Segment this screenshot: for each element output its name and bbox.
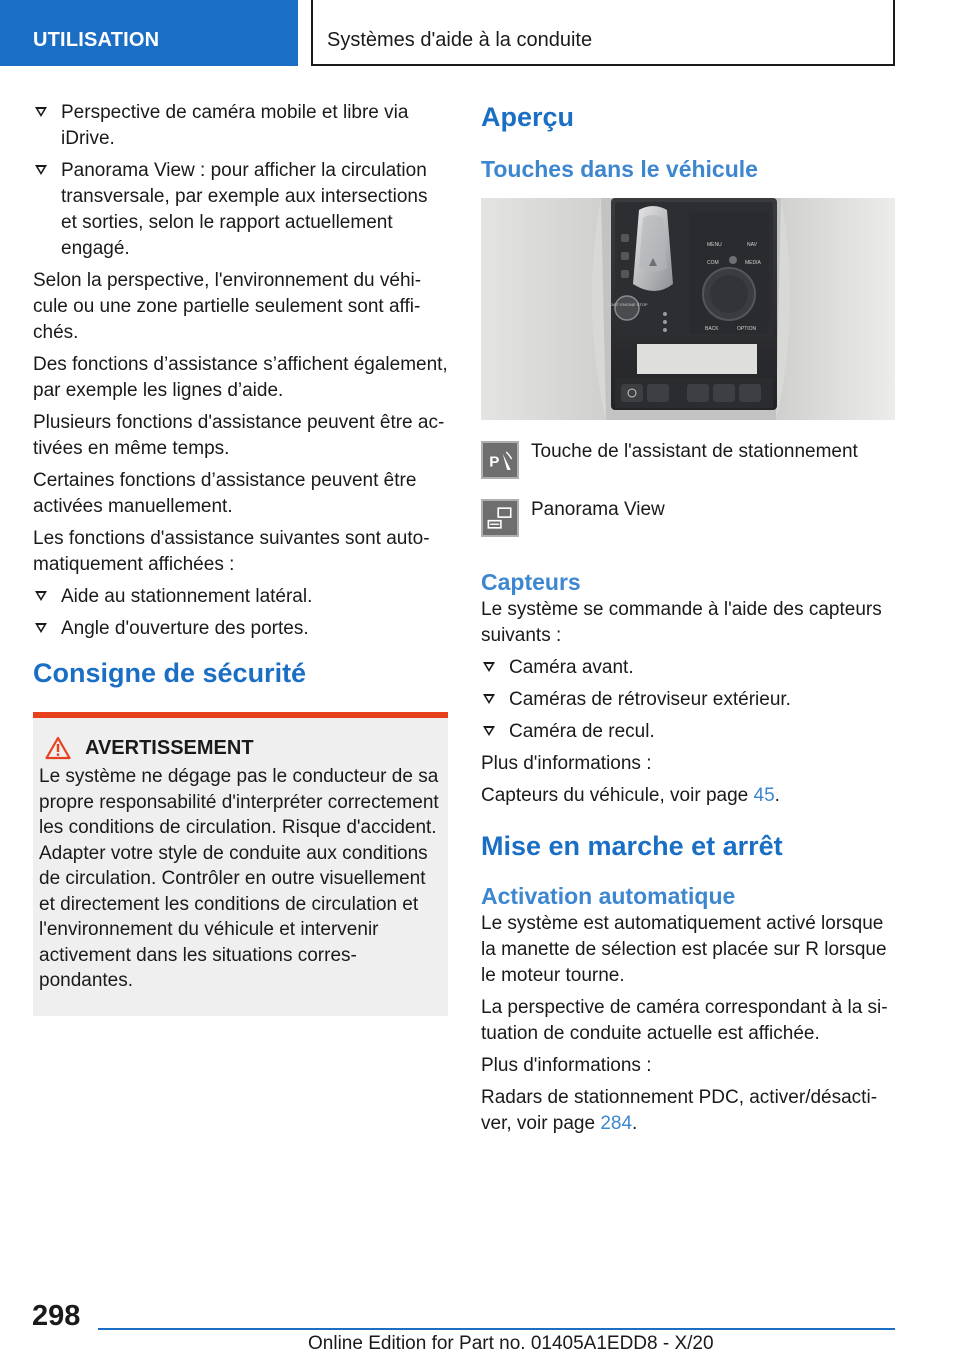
list-item: Aide au stationnement latéral.: [33, 584, 448, 610]
safety-heading: Consigne de sécurité: [33, 658, 307, 688]
panorama-view-icon: [481, 499, 519, 537]
header-section-title: UTILISATION: [33, 29, 160, 51]
buttons-heading: Touches dans le véhicule: [481, 156, 758, 182]
bullet-triangle-icon: [483, 694, 495, 704]
list-item: Caméras de rétroviseur extérieur.: [481, 687, 895, 713]
footer-rule: [98, 1328, 895, 1330]
bullet-list-auto-functions: [33, 584, 448, 642]
page-number: 298: [32, 1300, 81, 1332]
paragraph: Les fonctions d'assistance suivantes sont automatiquement affichées :: [33, 528, 430, 575]
auto-activation-heading: Activation automatique: [481, 883, 736, 909]
list-item: Caméra avant.: [481, 655, 895, 681]
list-item: Perspective de caméra mobile et libre via iDrive.: [33, 100, 448, 152]
paragraph: Des fonctions d’assistance s’affichent également, par exemple les lignes d’aide.: [33, 354, 448, 401]
sensors-heading: Capteurs: [481, 569, 581, 595]
start-stop-label: START ENGINE STOP: [606, 302, 648, 307]
warning-box: [33, 712, 448, 1016]
svg-text:P: P: [489, 453, 500, 471]
paragraph: Plus d'informations :: [481, 1055, 652, 1076]
center-console-photo: [481, 198, 895, 420]
warning-header: [39, 736, 440, 760]
bullet-list-sensors: [481, 655, 895, 745]
list-item: Panorama View : pour afficher la circulation transversale, par exemple aux intersections et sorties, selon le rapport actuellement engagé.: [33, 158, 448, 262]
bullet-triangle-icon: [35, 623, 47, 633]
media-label: MEDIA: [745, 260, 761, 266]
onoff-heading: Mise en marche et arrêt: [481, 831, 783, 861]
paragraph: Le système est automatiquement activé lorsque la manette de sélection est placée sur R lorsque le moteur tourne.: [481, 913, 887, 986]
list-item: Caméra de recul.: [481, 719, 895, 745]
warning-triangle-icon: [45, 736, 71, 760]
left-column: [33, 100, 448, 1016]
bullet-triangle-icon: [35, 165, 47, 175]
paragraph: Le système se commande à l'aide des capteurs suivants :: [481, 599, 882, 646]
back-label: BACK: [705, 326, 719, 332]
right-column: [481, 100, 895, 1143]
warning-text: Le système ne dégage pas le conducteur de sa propre responsabilité d'interpréter correctement les conditions de circulation. Risque d'accident. Adapter votre style de conduite aux conditions de circulation. Contrôler en outre visuellement et directement les conditions de circulation et l'environnement du véhicule et intervenir activement dans les situations correspondantes.: [39, 766, 439, 991]
header-chapter-box: [311, 0, 895, 66]
bullet-triangle-icon: [35, 591, 47, 601]
footer-edition: Online Edition for Part no. 01405A1EDD8 - X/20: [308, 1333, 714, 1354]
page-link-284[interactable]: 284: [600, 1113, 633, 1134]
option-label: OPTION: [737, 326, 757, 332]
paragraph: Certaines fonctions d’assistance peuvent être activées manuellement.: [33, 470, 417, 517]
menu-label: MENU: [707, 242, 722, 248]
parking-assist-icon: [481, 441, 519, 479]
bullet-list-perspectives: [33, 100, 448, 262]
paragraph: Plusieurs fonctions d'assistance peuvent être activées en même temps.: [33, 412, 445, 459]
warning-title: AVERTISSEMENT: [85, 736, 254, 759]
header-section-tab: [0, 0, 298, 66]
paragraph: Selon la perspective, l'environnement du véhicule ou une zone partielle seulement sont affichés.: [33, 270, 422, 343]
paragraph: Plus d'informations :: [481, 753, 652, 774]
overview-heading: Aperçu: [481, 102, 575, 132]
bullet-triangle-icon: [483, 726, 495, 736]
com-label: COM: [707, 260, 719, 266]
paragraph: La perspective de caméra correspondant à la situation de conduite actuelle est affichée.: [481, 997, 888, 1044]
nav-label: NAV: [747, 242, 757, 248]
list-item: Angle d'ouverture des portes.: [33, 616, 448, 642]
key-row-panorama-view: [481, 499, 895, 537]
bullet-triangle-icon: [35, 107, 47, 117]
cross-reference: Radars de stationnement PDC, activer/désactiver, voir page 284.: [481, 1087, 878, 1134]
cross-reference: Capteurs du véhicule, voir page 45.: [481, 785, 780, 806]
key-label: Panorama View: [531, 499, 665, 520]
bullet-triangle-icon: [483, 662, 495, 672]
key-row-parking-assist: [481, 441, 895, 479]
page-link-45[interactable]: 45: [753, 785, 775, 806]
key-label: Touche de l'assistant de stationnement: [531, 441, 858, 462]
header-chapter-title: Systèmes d'aide à la conduite: [327, 29, 593, 51]
